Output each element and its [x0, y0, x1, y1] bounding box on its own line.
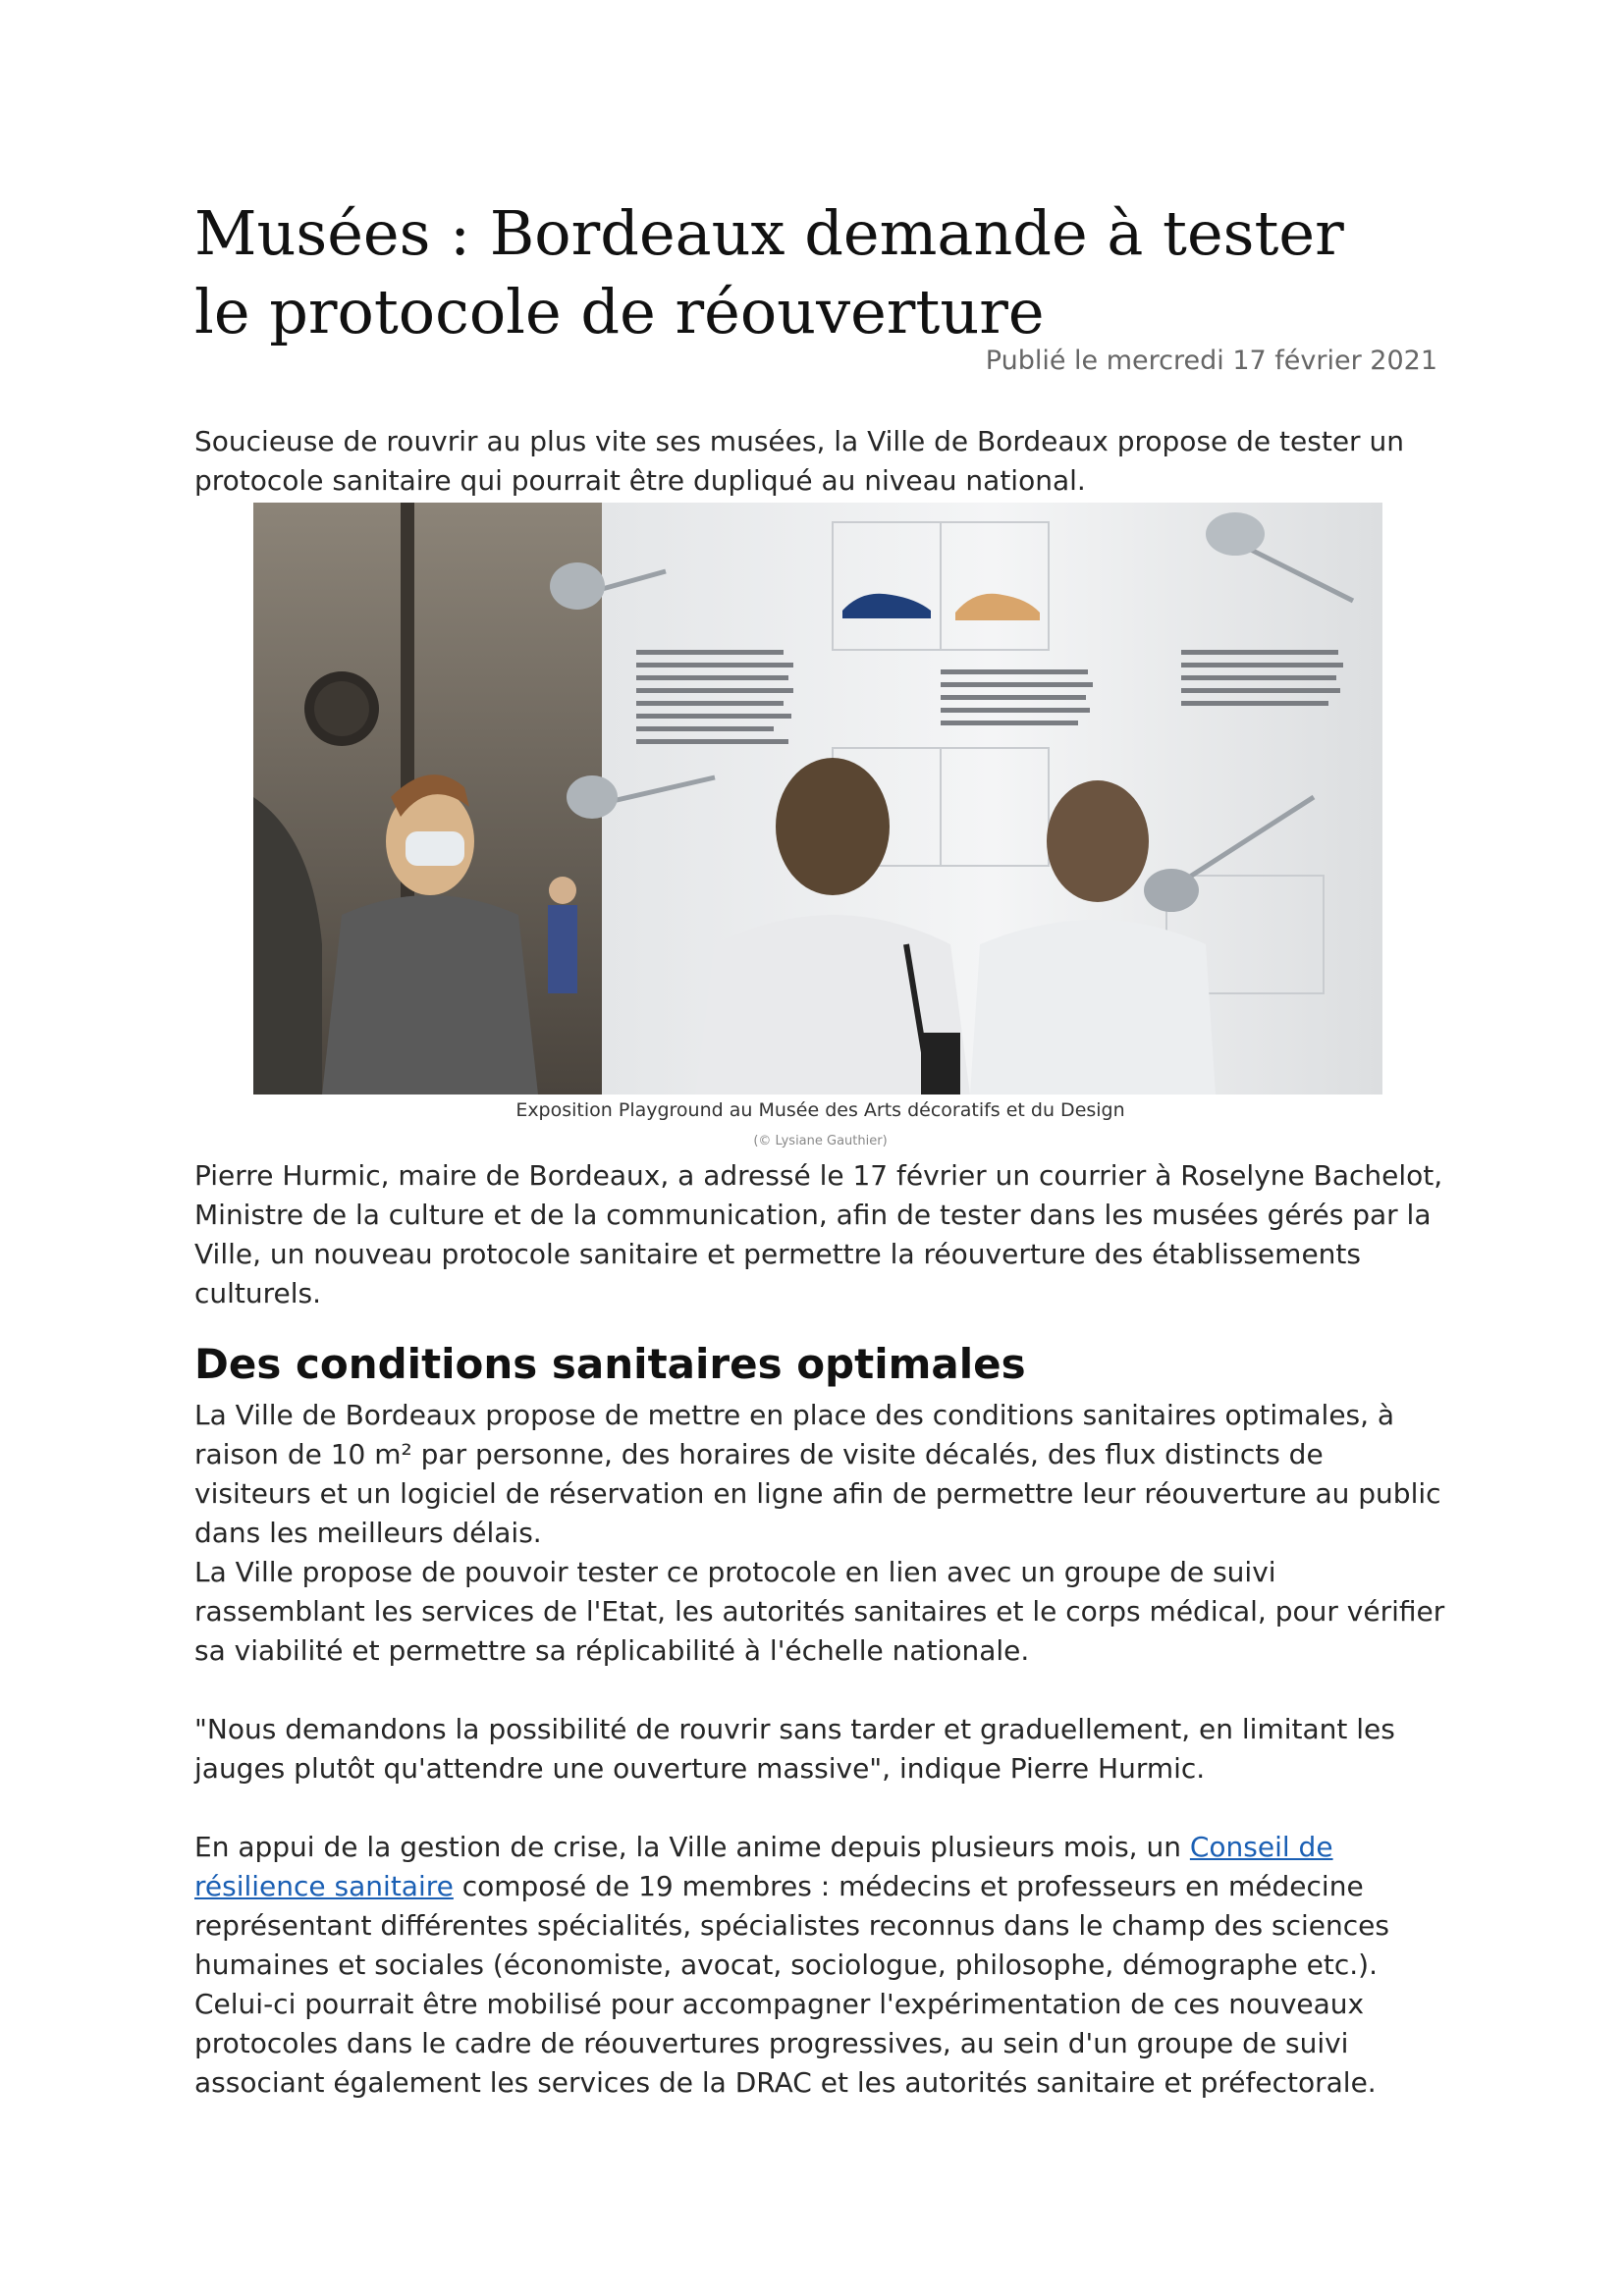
section-heading: Des conditions sanitaires optimales — [194, 1340, 1026, 1388]
image-credit: (© Lysiane Gauthier) — [753, 1134, 888, 1148]
paragraph-1: Pierre Hurmic, maire de Bordeaux, a adressé le 17 février un courrier à Roselyne Bachelot, Ministre de la culture et de la communication, afin de tester dans les musées gérés par la Ville, un nouveau protocole sanitaire et permettre la réouverture des établissements culturels. — [194, 1159, 1443, 1309]
intro-paragraph: Soucieuse de rouvrir au plus vite ses musées, la Ville de Bordeaux propose de tester un protocole sanitaire qui pourrait être dupliqué au niveau national. — [194, 425, 1404, 497]
article-title: Musées : Bordeaux demande à tester le protocole de réouverture — [194, 197, 1344, 347]
resilience-council-link[interactable]: Conseil de résilience sanitaire — [194, 1831, 1333, 1902]
quote-paragraph: "Nous demandons la possibilité de rouvrir sans tarder et graduellement, en limitant les jauges plutôt qu'attendre une ouverture massive", indique Pierre Hurmic. — [194, 1713, 1395, 1785]
exhibition-photo — [253, 503, 1382, 1095]
paragraph-4-start: En appui de la gestion de crise, la Ville anime depuis plusieurs mois, un — [194, 1831, 1190, 1863]
paragraph-4 — [194, 1828, 1446, 2103]
image-caption: Exposition Playground au Musée des Arts décoratifs et du Design — [515, 1099, 1125, 1121]
publication-date: Publié le mercredi 17 février 2021 — [985, 346, 1437, 376]
paragraph-4-end: composé de 19 membres : médecins et professeurs en médecine représentant différentes spécialités, spécialistes reconnus dans le champ des sciences humaines et sociales (économiste, avocat, sociologue, philosophe, démographe etc.). Celui-ci pourrait être mobilisé pour accompagner l'expérimentation de ces nouveaux protocoles dans le cadre de réouvertures progressives, au sein d'un groupe de suivi associant également les services de la DRAC et les autorités sanitaire et préfectorale. — [194, 1870, 1389, 2099]
paragraph-3: La Ville propose de pouvoir tester ce protocole en lien avec un groupe de suivi rassemblant les services de l'Etat, les autorités sanitaires et le corps médical, pour vérifier sa viabilité et permettre sa réplicabilité à l'échelle nationale. — [194, 1556, 1445, 1667]
paragraph-2: La Ville de Bordeaux propose de mettre en place des conditions sanitaires optimales, à raison de 10 m² par personne, des horaires de visite décalés, des flux distincts de visiteurs et un logiciel de réservation en ligne afin de permettre leur réouverture au public dans les meilleurs délais. — [194, 1399, 1441, 1549]
